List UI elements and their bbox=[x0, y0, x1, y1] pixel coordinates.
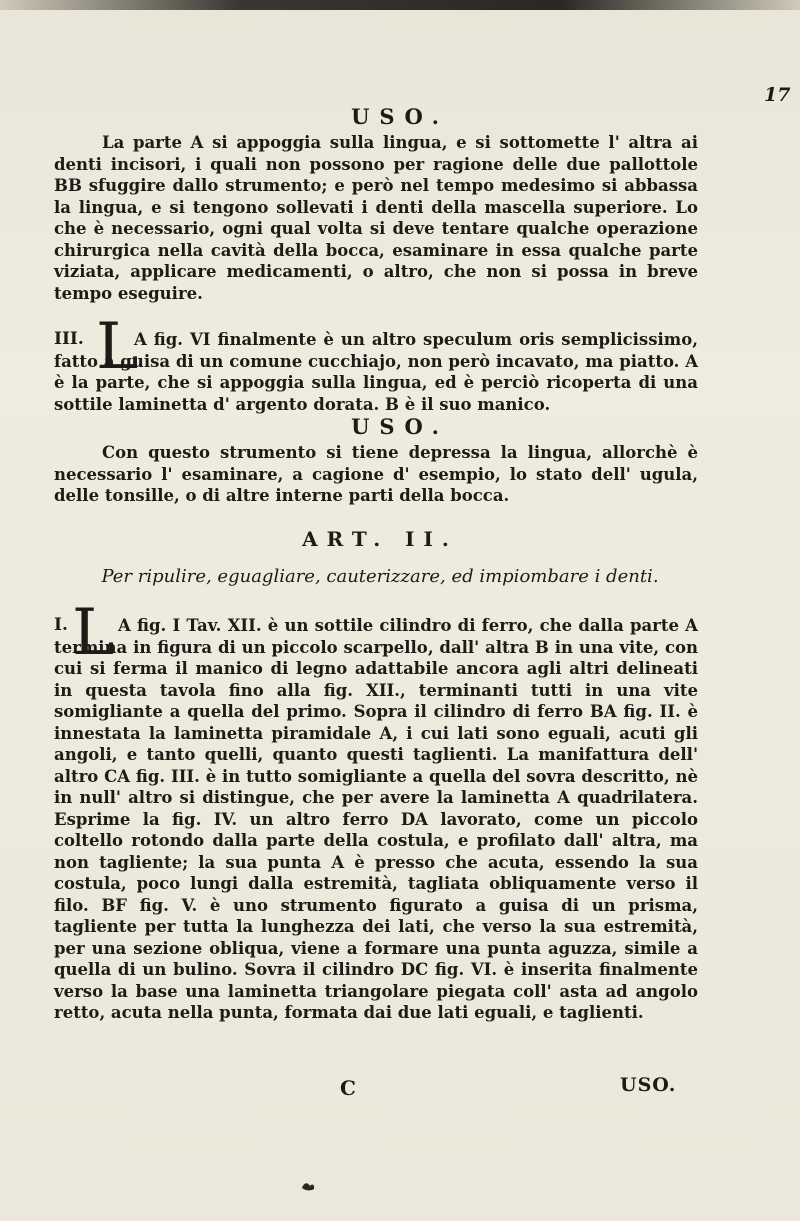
section-III-number: III. bbox=[54, 329, 84, 349]
paragraph-uso-1-text: La parte A si appoggia sulla lingua, e si sottomette l' altra ai denti incisori, i quali non possono per ragione delle due pallottole BB sfuggire dallo strumento; e però nel tempo medesimo si abbassa la lingua, e si tengono sollevati i denti della mascella superiore. Lo che è necessario, ogni qual volta si deve tentare qualche operazione chirurgica nella cavità della bocca, esaminare in essa qualche parte viziata, applicare medicamenti, o altro, che non si possa in breve tempo eseguire. bbox=[54, 133, 698, 303]
section-III-dropcap: L bbox=[96, 310, 139, 384]
article-subtitle: Per ripulire, eguagliare, cauterizzare, ed impiombare i denti. bbox=[101, 566, 659, 587]
section-I-paragraph bbox=[54, 615, 698, 1024]
ink-blot-icon bbox=[300, 1180, 316, 1192]
paragraph-uso-2 bbox=[54, 442, 698, 507]
section-III-paragraph bbox=[54, 329, 698, 415]
catchword: USO. bbox=[620, 1074, 677, 1096]
section-III-text: A fig. VI finalmente è un altro speculum oris semplicissimo, fatto a guisa di un comune cucchiajo, non però incavato, ma piatto. A è la parte, che si appoggia sulla lingua, ed è perciò ricoperta di una sottile laminetta d' argento dorata. B è il suo manico. bbox=[54, 330, 698, 414]
section-I-number: I. bbox=[54, 615, 68, 635]
section-I-dropcap: L bbox=[72, 596, 115, 670]
heading-uso-1: USO. bbox=[351, 104, 449, 129]
section-I-text: A fig. I Tav. XII. è un sottile cilindro di ferro, che dalla parte A termina in figura di un piccolo scarpello, dall' altra B in una vite, con cui si ferma il manico di legno adattabile ancora agli altri delineati in questa tavola fino alla fig. XII., terminanti tutti in una vite somigliante a quella del primo. Sopra il cilindro di ferro BA fig. II. è innestata la laminetta piramidale A, i cui lati sono eguali, acuti gli angoli, e tanto quelli, quanto questi taglienti. La manifattura dell' altro CA fig. III. è in tutto somigliante a quella del sovra descritto, nè in null' altro si distingue, che per avere la laminetta A quadrilatera. Esprime la fig. IV. un altro ferro DA lavorato, come un piccolo coltello rotondo dalla parte della costula, e profilato dall' altra, ma non tagliente; la sua punta A è presso che acuta, essendo la sua costula, poco lungi dalla estremità, tagliata obliquamente verso il filo. BF fig. V. è uno strumento figurato a guisa di un prisma, tagliente per tutta la lunghezza dei lati, che verso la sua estremità, per una sezione obliqua, viene a formare una punta aguzza, simile a quella di un bulino. Sovra il cilindro DC fig. VI. è inserita finalmente verso la base una laminetta triangolare piegata coll' asta ad angolo retto, acuta nella punta, formata dai due lati eguali, e taglienti. bbox=[54, 616, 698, 1022]
page-top-edge bbox=[0, 0, 800, 10]
heading-uso-2: USO. bbox=[351, 414, 449, 439]
paragraph-uso-1 bbox=[54, 132, 698, 304]
page-number: 17 bbox=[764, 84, 791, 106]
signature-mark: C bbox=[340, 1076, 356, 1100]
paragraph-uso-2-text: Con questo strumento si tiene depressa la lingua, allorchè è necessario l' esaminare, a cagione d' esempio, lo stato dell' ugula, delle tonsille, o di altre interne parti della bocca. bbox=[54, 443, 698, 505]
article-title: ART. II. bbox=[302, 527, 458, 551]
